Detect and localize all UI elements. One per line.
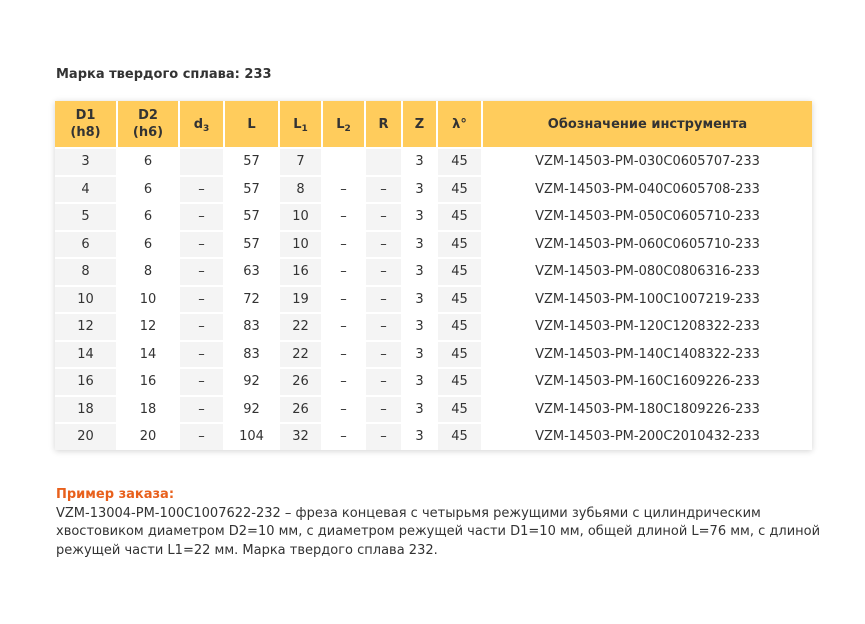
table-cell: 6 (117, 231, 179, 259)
table-cell: 45 (437, 286, 482, 314)
table-cell: 3 (402, 423, 437, 450)
order-example-text: VZM-13004-PM-100C1007622-232 – фреза концевая с четырьмя режущими зубьями с цилиндрическим хвостовиком диаметром D2=10 мм, с диаметром режущей части D1=10 мм, общей длиной L=76 мм, с длиной режущей части L1=22 мм. Марка твердого сплава 232. (56, 505, 821, 558)
tool-table-container (55, 101, 812, 450)
table-row (55, 231, 812, 259)
table-cell: 45 (437, 341, 482, 369)
table-cell: – (365, 368, 402, 396)
table-cell: 22 (279, 313, 322, 341)
table-cell: – (365, 176, 402, 204)
table-cell: 83 (224, 341, 279, 369)
table-cell: 57 (224, 176, 279, 204)
table-cell: – (365, 396, 402, 424)
table-cell: VZM-14503-PM-180C1809226-233 (482, 396, 812, 424)
table-cell: – (365, 313, 402, 341)
column-header-label: λ° (452, 116, 467, 132)
table-cell (365, 148, 402, 176)
table-cell: 6 (117, 176, 179, 204)
column-header-label: R (378, 116, 389, 132)
table-cell: – (322, 203, 365, 231)
table-cell: 8 (279, 176, 322, 204)
table-cell: 45 (437, 231, 482, 259)
table-cell: 3 (402, 313, 437, 341)
table-cell: 3 (402, 203, 437, 231)
table-cell: 10 (117, 286, 179, 314)
table-cell: 12 (117, 313, 179, 341)
column-header (322, 101, 365, 148)
table-cell: – (365, 258, 402, 286)
table-cell: VZM-14503-PM-120C1208322-233 (482, 313, 812, 341)
column-header (179, 101, 224, 148)
column-header (117, 101, 179, 148)
table-cell: – (179, 231, 224, 259)
table-cell: 3 (402, 258, 437, 286)
table-body (55, 148, 812, 450)
table-cell: 3 (55, 148, 117, 176)
table-cell: – (322, 231, 365, 259)
table-cell (322, 148, 365, 176)
table-cell: VZM-14503-PM-060C0605710-233 (482, 231, 812, 259)
table-cell: 20 (55, 423, 117, 450)
table-row (55, 258, 812, 286)
table-cell: 8 (55, 258, 117, 286)
table-cell: VZM-14503-PM-030C0605707-233 (482, 148, 812, 176)
table-cell: VZM-14503-PM-100C1007219-233 (482, 286, 812, 314)
table-cell: 45 (437, 313, 482, 341)
table-row (55, 148, 812, 176)
table-cell: VZM-14503-PM-200C2010432-233 (482, 423, 812, 450)
column-header (55, 101, 117, 148)
table-cell: 26 (279, 368, 322, 396)
table-cell: 45 (437, 148, 482, 176)
table-cell: – (322, 396, 365, 424)
table-cell: – (322, 286, 365, 314)
table-row (55, 286, 812, 314)
table-cell: VZM-14503-PM-160C1609226-233 (482, 368, 812, 396)
table-cell: 3 (402, 148, 437, 176)
table-cell: 16 (55, 368, 117, 396)
table-cell: 6 (117, 148, 179, 176)
table-cell: 10 (279, 231, 322, 259)
table-cell: 4 (55, 176, 117, 204)
table-row (55, 423, 812, 450)
table-cell: 45 (437, 396, 482, 424)
table-row (55, 176, 812, 204)
table-cell: 10 (279, 203, 322, 231)
table-cell: 3 (402, 341, 437, 369)
table-cell: – (179, 396, 224, 424)
table-cell: 57 (224, 231, 279, 259)
table-cell: – (365, 341, 402, 369)
table-cell: – (365, 231, 402, 259)
table-cell: VZM-14503-PM-040C0605708-233 (482, 176, 812, 204)
column-header (402, 101, 437, 148)
table-cell: 45 (437, 203, 482, 231)
column-header-label: Обозначение инструмента (547, 116, 748, 132)
column-header (437, 101, 482, 148)
page-heading: Марка твердого сплава: 233 (56, 67, 272, 82)
table-row (55, 396, 812, 424)
table-cell (179, 148, 224, 176)
column-header-label: Z (414, 116, 425, 132)
table-cell: 32 (279, 423, 322, 450)
table-cell: – (179, 286, 224, 314)
table-cell: 92 (224, 396, 279, 424)
table-cell: 14 (117, 341, 179, 369)
table-cell: 3 (402, 368, 437, 396)
table-row (55, 368, 812, 396)
table-cell: – (322, 368, 365, 396)
header-row (55, 101, 812, 148)
column-header-label: D2 (138, 108, 158, 123)
table-cell: 104 (224, 423, 279, 450)
table-cell: – (365, 203, 402, 231)
table-cell: – (179, 258, 224, 286)
table-cell: 22 (279, 341, 322, 369)
table-cell: 12 (55, 313, 117, 341)
table-cell: 45 (437, 258, 482, 286)
table-cell: 45 (437, 368, 482, 396)
table-cell: – (322, 341, 365, 369)
order-example (56, 486, 821, 560)
table-cell: 92 (224, 368, 279, 396)
table-cell: 45 (437, 176, 482, 204)
order-example-title: Пример заказа: (56, 487, 175, 502)
table-cell: 5 (55, 203, 117, 231)
table-cell: – (179, 203, 224, 231)
column-header-label: d (193, 116, 204, 132)
column-header-subscript: 2 (344, 123, 351, 134)
table-cell: 63 (224, 258, 279, 286)
table-row (55, 341, 812, 369)
table-cell: VZM-14503-PM-140C1408322-233 (482, 341, 812, 369)
table-cell: 26 (279, 396, 322, 424)
table-cell: – (179, 341, 224, 369)
table-cell: 6 (55, 231, 117, 259)
table-cell: 8 (117, 258, 179, 286)
table-cell: VZM-14503-PM-080C0806316-233 (482, 258, 812, 286)
column-header-subscript: 1 (301, 123, 308, 134)
column-header (365, 101, 402, 148)
table-cell: – (322, 423, 365, 450)
column-header-tolerance: (h8) (70, 125, 101, 140)
column-header-label: L (293, 116, 302, 132)
table-cell: 18 (117, 396, 179, 424)
table-cell: 19 (279, 286, 322, 314)
table-cell: 3 (402, 231, 437, 259)
table-cell: VZM-14503-PM-050C0605710-233 (482, 203, 812, 231)
table-cell: 20 (117, 423, 179, 450)
table-cell: – (179, 423, 224, 450)
table-cell: – (179, 368, 224, 396)
table-cell: 7 (279, 148, 322, 176)
table-cell: – (179, 176, 224, 204)
column-header-label: D1 (75, 108, 96, 123)
column-header-label: L (247, 116, 256, 132)
table-cell: 3 (402, 396, 437, 424)
table-cell: 3 (402, 176, 437, 204)
column-header-subscript: 3 (203, 123, 210, 134)
table-cell: 45 (437, 423, 482, 450)
column-header-tolerance: (h6) (132, 125, 164, 140)
table-cell: 14 (55, 341, 117, 369)
column-header-label: L (336, 116, 345, 132)
table-cell: – (322, 176, 365, 204)
table-cell: 18 (55, 396, 117, 424)
table-cell: 83 (224, 313, 279, 341)
table-cell: 16 (279, 258, 322, 286)
table-cell: 3 (402, 286, 437, 314)
column-header (279, 101, 322, 148)
table-row (55, 203, 812, 231)
table-cell: 10 (55, 286, 117, 314)
table-cell: 57 (224, 203, 279, 231)
table-cell: – (322, 313, 365, 341)
table-cell: 72 (224, 286, 279, 314)
table-row (55, 313, 812, 341)
table-cell: – (365, 286, 402, 314)
table-cell: – (179, 313, 224, 341)
table-header (55, 101, 812, 148)
table-cell: 57 (224, 148, 279, 176)
column-header (224, 101, 279, 148)
table-cell: – (322, 258, 365, 286)
table-cell: 16 (117, 368, 179, 396)
column-header (482, 101, 812, 148)
table-cell: – (365, 423, 402, 450)
table-cell: 6 (117, 203, 179, 231)
tool-table (55, 101, 812, 450)
